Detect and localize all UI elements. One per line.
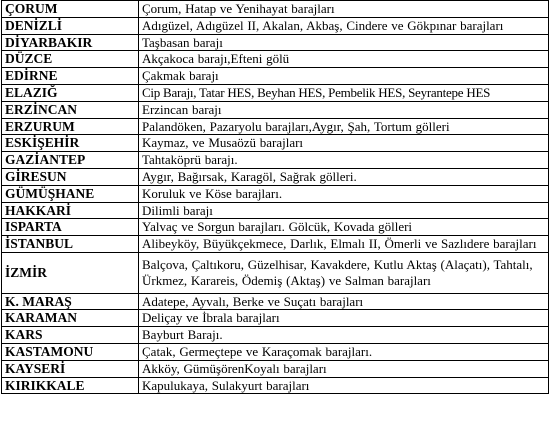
- dams-cell: Adatepe, Ayvalı, Berke ve Suçatı barajları: [139, 293, 549, 310]
- dams-cell: Adıgüzel, Adıgüzel II, Akalan, Akbaş, Cindere ve Gökpınar barajları: [139, 17, 549, 34]
- dams-cell: Alibeyköy, Büyükçekmece, Darlık, Elmalı II, Ömerli ve Sazlıdere barajları: [139, 236, 549, 253]
- table-row: [2, 236, 549, 253]
- city-cell: GİRESUN: [2, 168, 139, 185]
- table-row: [2, 84, 549, 101]
- table-row: [2, 68, 549, 85]
- city-cell: KARAMAN: [2, 310, 139, 327]
- table-row: [2, 343, 549, 360]
- table-row: [2, 293, 549, 310]
- city-cell: ESKİŞEHİR: [2, 135, 139, 152]
- dams-cell: Dilimli barajı: [139, 202, 549, 219]
- dams-cell: Koruluk ve Köse barajları.: [139, 185, 549, 202]
- dams-cell: Bayburt Barajı.: [139, 327, 549, 344]
- city-cell: EDİRNE: [2, 68, 139, 85]
- table-row: [2, 202, 549, 219]
- dams-cell: Cip Barajı, Tatar HES, Beyhan HES, Pembelik HES, Seyrantepe HES: [139, 84, 549, 101]
- dams-cell: Taşbasan barajı: [139, 34, 549, 51]
- city-cell: İSTANBUL: [2, 236, 139, 253]
- city-cell: KARS: [2, 327, 139, 344]
- city-cell: ERZİNCAN: [2, 101, 139, 118]
- table-row: [2, 118, 549, 135]
- city-cell: DÜZCE: [2, 51, 139, 68]
- city-cell: DENİZLİ: [2, 17, 139, 34]
- table-row: [2, 34, 549, 51]
- table-row: [2, 1, 549, 18]
- dams-cell: Deliçay ve İbrala barajları: [139, 310, 549, 327]
- dams-cell: Akçakoca barajı,Efteni gölü: [139, 51, 549, 68]
- city-cell: ERZURUM: [2, 118, 139, 135]
- city-cell: KASTAMONU: [2, 343, 139, 360]
- dams-cell: Erzincan barajı: [139, 101, 549, 118]
- city-cell: HAKKARİ: [2, 202, 139, 219]
- table-row: [2, 168, 549, 185]
- table-row: [2, 101, 549, 118]
- table-row: [2, 135, 549, 152]
- city-cell: İZMİR: [2, 252, 139, 293]
- city-cell: ELAZIĞ: [2, 84, 139, 101]
- city-cell: ISPARTA: [2, 219, 139, 236]
- table-row: [2, 252, 549, 293]
- city-cell: ÇORUM: [2, 1, 139, 18]
- dams-cell: Çatak, Germeçtepe ve Karaçomak barajları.: [139, 343, 549, 360]
- city-cell: KIRIKKALE: [2, 377, 139, 394]
- table-row: [2, 310, 549, 327]
- table-row: [2, 219, 549, 236]
- city-cell: GÜMÜŞHANE: [2, 185, 139, 202]
- dams-cell: Aygır, Bağırsak, Karagöl, Sağrak gölleri.: [139, 168, 549, 185]
- table-row: [2, 152, 549, 169]
- dams-cell: Palandöken, Pazaryolu barajları,Aygır, Şah, Tortum gölleri: [139, 118, 549, 135]
- city-cell: K. MARAŞ: [2, 293, 139, 310]
- dams-cell: Akköy, GümüşörenKoyalı barajları: [139, 360, 549, 377]
- dams-cell: Balçova, Çaltıkoru, Güzelhisar, Kavakdere, Kutlu Aktaş (Alaçatı), Tahtalı, Ürkmez, Karareis, Ödemiş (Aktaş) ve Salman barajları: [139, 252, 549, 293]
- city-cell: DİYARBAKIR: [2, 34, 139, 51]
- table-row: [2, 327, 549, 344]
- dams-cell: Tahtaköprü barajı.: [139, 152, 549, 169]
- table-row: [2, 185, 549, 202]
- dams-table: [1, 0, 549, 394]
- table-row: [2, 377, 549, 394]
- table-row: [2, 17, 549, 34]
- dams-cell: Kaymaz, ve Musaözü barajları: [139, 135, 549, 152]
- city-cell: KAYSERİ: [2, 360, 139, 377]
- dams-cell: Çakmak barajı: [139, 68, 549, 85]
- table-row: [2, 51, 549, 68]
- dams-cell: Çorum, Hatap ve Yenihayat barajları: [139, 1, 549, 18]
- table-row: [2, 360, 549, 377]
- dams-cell: Kapulukaya, Sulakyurt barajları: [139, 377, 549, 394]
- city-cell: GAZİANTEP: [2, 152, 139, 169]
- dams-cell: Yalvaç ve Sorgun barajları. Gölcük, Kovada gölleri: [139, 219, 549, 236]
